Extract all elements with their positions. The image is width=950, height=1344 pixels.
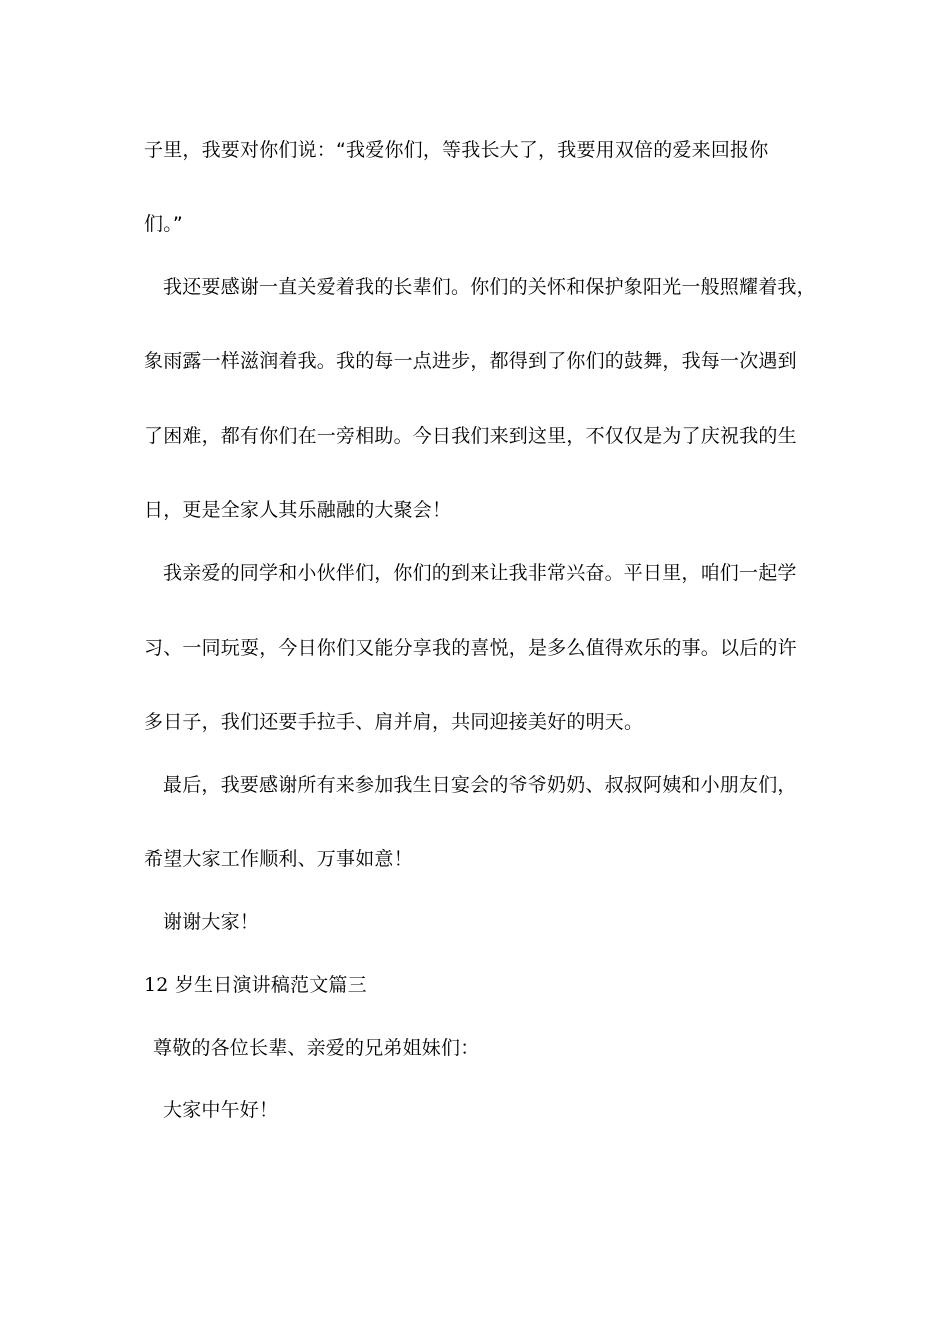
paragraph-line: 多日子，我们还要手拉手、肩并肩，共同迎接美好的明天。 xyxy=(144,711,644,733)
paragraph-line: 子里，我要对你们说：“我爱你们，等我长大了，我要用双倍的爱来回报你 xyxy=(144,139,769,161)
paragraph-line: 象雨露一样滋润着我。我的每一点进步，都得到了你们的鼓舞，我每一次遇到 xyxy=(144,350,797,372)
paragraph-line: 最后，我要感谢所有来参加我生日宴会的爷爷奶奶、叔叔阿姨和小朋友们， xyxy=(163,774,797,796)
paragraph-line: 希望大家工作顺利、万事如意！ xyxy=(144,848,413,870)
greeting-line: 大家中午好！ xyxy=(163,1099,279,1121)
paragraph-line: 谢谢大家！ xyxy=(163,911,260,933)
paragraph-line: 日，更是全家人其乐融融的大聚会！ xyxy=(144,499,452,521)
section-heading: 12 岁生日演讲稿范文篇三 xyxy=(144,974,367,996)
paragraph-line: 习、一同玩耍，今日你们又能分享我的喜悦，是多么值得欢乐的事。以后的许 xyxy=(144,637,797,659)
paragraph-line: 我亲爱的同学和小伙伴们，你们的到来让我非常兴奋。平日里，咱们一起学 xyxy=(163,562,797,584)
paragraph-line: 了困难，都有你们在一旁相助。今日我们来到这里，不仅仅是为了庆祝我的生 xyxy=(144,425,797,447)
salutation-line: 尊敬的各位长辈、亲爱的兄弟姐妹们： xyxy=(153,1037,480,1059)
paragraph-line: 我还要感谢一直关爱着我的长辈们。你们的关怀和保护象阳光一般照耀着我， xyxy=(163,276,816,298)
paragraph-line: 们。” xyxy=(144,213,183,235)
